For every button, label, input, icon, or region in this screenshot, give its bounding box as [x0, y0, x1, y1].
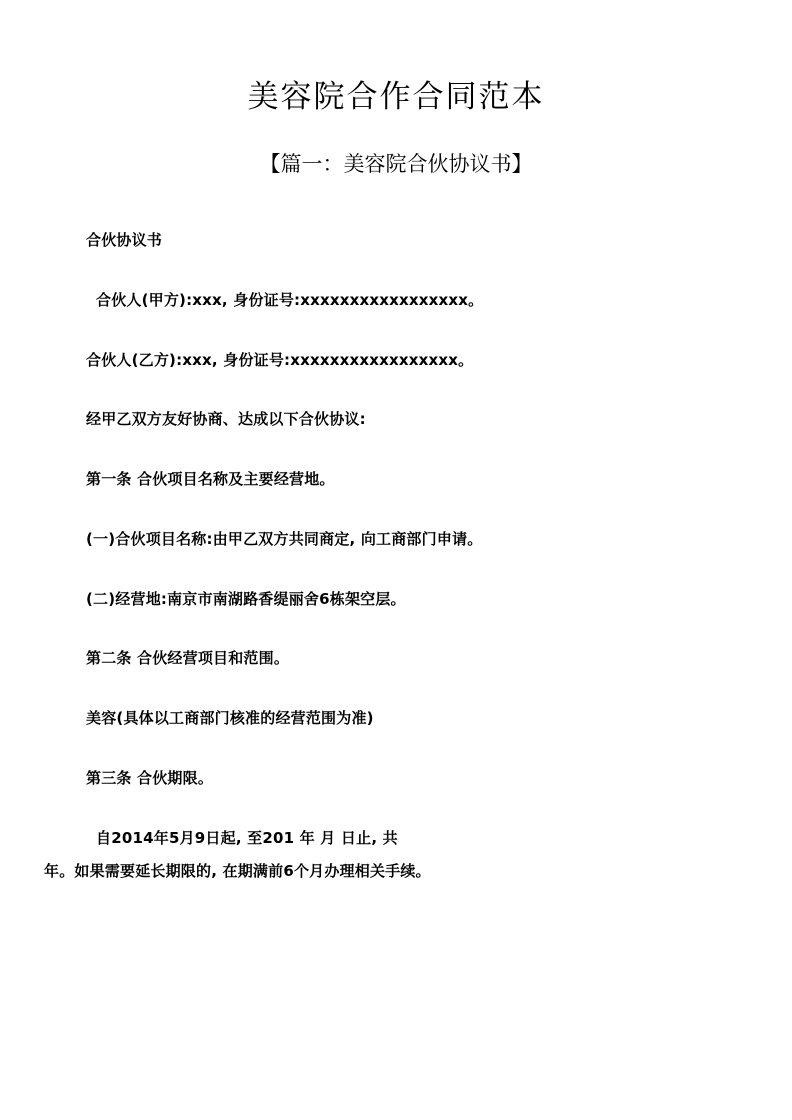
paragraph-agreement-heading: 合伙协议书	[86, 231, 163, 250]
paragraph-article-1-item-2: (二)经营地:南京市南湖路香缇丽舍6栋架空层。	[86, 589, 406, 608]
paragraph-term-start: 自2014年5月9日起, 至201 年 月 日止, 共	[96, 828, 398, 847]
page-title: 美容院合作合同范本	[247, 79, 545, 115]
paragraph-article-1-item-1: (一)合伙项目名称:由甲乙双方共同商定, 向工商部门申请。	[86, 529, 483, 548]
paragraph-article-3: 第三条 合伙期限。	[86, 768, 214, 787]
paragraph-partner-a: 合伙人(甲方):xxx, 身份证号:xxxxxxxxxxxxxxxxx。	[96, 290, 484, 309]
paragraph-article-1: 第一条 合伙项目名称及主要经营地。	[86, 470, 335, 489]
paragraph-negotiation: 经甲乙双方友好协商、达成以下合伙协议:	[86, 410, 366, 429]
paragraph-term-extension: 年。如果需要延长期限的, 在期满前6个月办理相关手续。	[44, 862, 431, 881]
paragraph-article-2: 第二条 合伙经营项目和范围。	[86, 649, 290, 668]
paragraph-business-scope: 美容(具体以工商部门核准的经营范围为准)	[86, 709, 374, 728]
document-subtitle: 【篇一：美容院合伙协议书】	[259, 151, 533, 176]
paragraph-partner-b: 合伙人(乙方):xxx, 身份证号:xxxxxxxxxxxxxxxxx。	[86, 350, 474, 369]
